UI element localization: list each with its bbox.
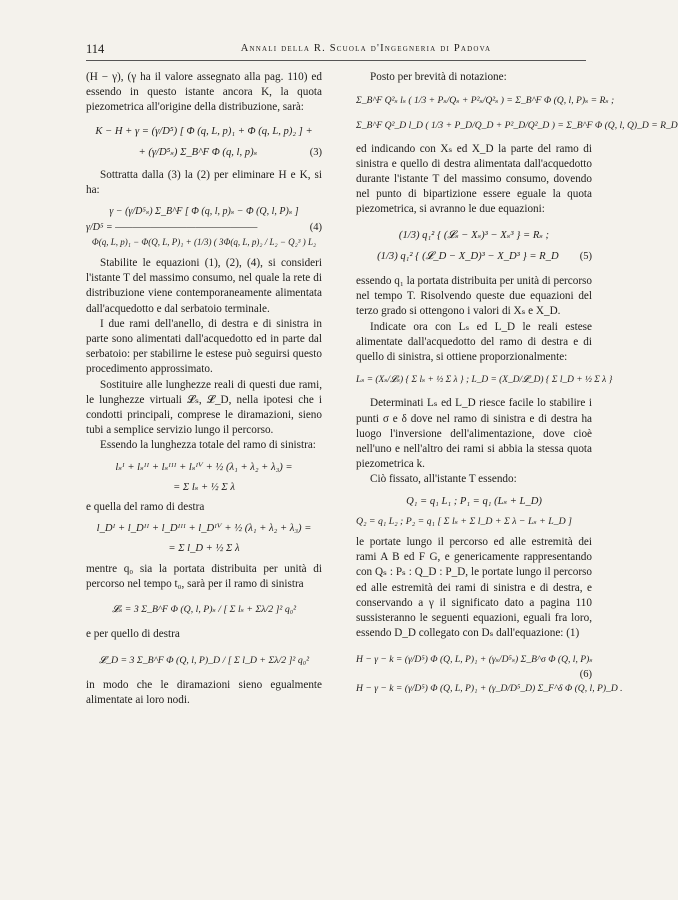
left-paragraph-10: in modo che le diramazioni sieno egualmente alimentate ai loro nodi. — [86, 678, 322, 706]
equation-4-numerator: γ − (γ/D⁵ₛ) Σ_B^F [ Φ (q, l, p)ₛ − Φ (Q, l, P)ₛ ] — [109, 206, 299, 218]
right-paragraph-7: le portate lungo il percorso ed alle estremità dei rami A B ed F G, e genericamente rappresentando con Qₛ : Pₛ : Q_D : P_D, le portate lungo il percorso ed alle estremità dei rami di sinistra e di destra, e conservando a γ il significato dato a pagina 110 sussisteranno le seguenti equazioni, eguali fra loro, essendo D_D collegato con Dₛ dall'equazione: (1) — [356, 536, 592, 640]
left-paragraph-8: mentre q₀ sia la portata distribuita per unità di percorso nel tempo t₀, sarà per il ramo di sinistra — [86, 562, 322, 590]
left-paragraph-3: Stabilite le equazioni (1), (2), (4), si consideri l'istante T del massimo consumo, nel quale la rete di distribuzione viene contemporaneamente alimentata dall'acquedotto e dal serbatoio terminale. — [86, 257, 322, 315]
left-paragraph-5: Sostituire alle lunghezze reali di questi due rami, le lunghezze virtuali 𝓛ₛ, 𝓛_D, nella ipotesi che i condotti principali, comprese le diramazioni, sieno tubi a semplice servizio lungo il percorso. — [86, 378, 322, 437]
equation-length-right-2: = Σ l_D + ½ Σ λ — [168, 543, 240, 555]
left-column — [86, 70, 322, 708]
equation-4-fraction-line — [86, 220, 322, 235]
right-paragraph-4: Indicate ora con Lₛ ed L_D le reali estese alimentate dall'acquedotto del ramo di destra e di quello di sinistra, si ottiene proporzionalmente: — [356, 320, 592, 364]
equation-length-left-2: = Σ lₛ + ½ Σ λ — [173, 481, 235, 493]
left-paragraph-2: Sottratta dalla (3) la (2) per eliminare H e K, si ha: — [86, 169, 322, 197]
equation-3-line-2 — [86, 145, 322, 160]
right-paragraph-3: essendo q₁ la portata distribuita per unità di percorso nel tempo T. Risolvendo queste due equazioni del terzo grado si ottengono i valori di Xₛ e X_D. — [356, 275, 592, 318]
equation-6-number: (6) — [579, 668, 592, 680]
equation-3-number: (3) — [309, 146, 322, 158]
right-paragraph-6: Ciò fissato, all'istante T essendo: — [370, 473, 517, 486]
equation-5-number: (5) — [579, 250, 592, 262]
right-paragraph-2: ed indicando con Xₛ ed X_D la parte del ramo di sinistra e quello di destra alimentata dall'acquedotto durante l'istante T del massimo consumo, dovendo nel punto di bipartizione essere eguale la quota piezometrica, si avranno le due equazioni: — [356, 142, 592, 216]
equation-flow-1: Q₁ = q₁ L₁ ; P₁ = q₁ (Lₛ + L_D) — [406, 495, 542, 507]
left-paragraph-1: (H − γ), (γ ha il valore assegnato alla pag. 110) ed essendo in questo istante ancora K, la quota piezometrica all'origine della distribuzione, sarà: — [86, 71, 322, 114]
left-paragraph-9: e per quello di destra — [86, 628, 180, 641]
running-title: Annali della R. Scuola d'Ingegneria di Padova — [240, 43, 492, 54]
equation-5-line-1: (1/3) q₁² { (𝓛ₛ − Xₛ)³ − Xₛ³ } = Rₛ ; — [398, 229, 550, 241]
left-paragraph-7: e quella del ramo di destra — [86, 501, 205, 514]
equation-virtual-length-left: 𝓛ₛ = 3 Σ_B^F Φ (Q, l, P)ₛ / [ Σ lₛ + Σλ/2 ]² q₀² — [111, 604, 297, 616]
page-header — [86, 42, 586, 61]
equation-3-line-1: K − H + γ = (γ/D⁵) [ Φ (q, L, p)₁ + Φ (q, L, p)₂ ] + — [95, 125, 313, 137]
page-number: 114 — [86, 42, 105, 56]
equation-r-sinistra: Σ_B^F Q²ₛ lₛ ( 1/3 + Pₛ/Qₛ + P²ₛ/Q²ₛ ) = Σ_B^F Φ (Q, l, P)ₛ = Rₛ ; — [356, 95, 615, 107]
equation-6-number-line — [356, 667, 592, 681]
right-column — [356, 70, 678, 696]
right-paragraph-5: Determinati Lₛ ed L_D riesce facile lo stabilire i punti σ e δ dove nel ramo di sinistra e di destra ha luogo l'inversione dell'alimentazione, dove cioè nell'uno e nell'altro dei rami si abbia la stessa quota piezometrica k. — [356, 397, 592, 471]
equation-virtual-length-right: 𝓛_D = 3 Σ_B^F Φ (Q, l, P)_D / [ Σ l_D + Σλ/2 ]² q₀² — [98, 654, 310, 666]
equation-length-right-1: l_Dᴵ + l_Dᴵᴵ + l_Dᴵᴵᴵ + l_Dᴵⱽ + ½ (λ₁ + λ₂ + λ₃) = — [96, 523, 312, 535]
right-paragraph-1: Posto per brevità di notazione: — [370, 71, 507, 83]
equation-5-line-2-text: (1/3) q₁² { (𝓛_D − X_D)³ − X_D³ } = R_D — [377, 250, 559, 262]
equation-r-destra: Σ_B^F Q²_D l_D ( 1/3 + P_D/Q_D + P²_D/Q²_D ) = Σ_B^F Φ (Q, l, Q)_D = R_D — [356, 120, 678, 132]
left-paragraph-6: Essendo la lunghezza totale del ramo di sinistra: — [100, 439, 316, 452]
equation-length-left-1: lₛᴵ + lₛᴵᴵ + lₛᴵᴵᴵ + lₛᴵⱽ + ½ (λ₁ + λ₂ + λ₃) = — [115, 461, 293, 473]
equation-4-number: (4) — [309, 221, 322, 233]
equation-flow-2: Q₂ = q₁ L₂ ; P₂ = q₁ [ Σ lₛ + Σ l_D + Σ λ − Lₛ + L_D ] — [356, 515, 572, 527]
equation-6-line-2: H − γ − k = (γ/D⁵) Φ (Q, L, P)₁ + (γ_D/D⁵_D) Σ_F^δ Φ (Q, l, P)_D . — [356, 682, 623, 694]
equation-real-lengths: Lₛ = (Xₛ/𝓛ₛ) { Σ lₛ + ½ Σ λ } ; L_D = (X_D/𝓛_D) { Σ l_D + ½ Σ λ } — [356, 375, 613, 386]
equation-6-line-1: H − γ − k = (γ/D⁵) Φ (Q, L, P)₁ + (γₛ/D⁵ₛ) Σ_B^σ Φ (Q, l, P)ₛ — [356, 653, 593, 665]
left-paragraph-4: I due rami dell'anello, di destra e di sinistra in parte sono alimentati dall'acquedotto ed in parte dal serbatoio: per stabilirne le estese può seguirsi questo procedimento approssimato. — [86, 317, 322, 376]
equation-4-lhs: γ/D⁵ = ———————————————— — [86, 221, 258, 233]
equation-3-line-2-text: + (γ/D⁵ₛ) Σ_B^F Φ (q, l, p)ₛ — [138, 146, 258, 158]
equation-4-denominator: Φ(q, L, p)₁ − Φ(Q, L, P)₁ + (1/3) ( 3Φ(q, L, p)₂ / L₂ − Q₂³ ) L₂ — [91, 236, 317, 247]
equation-5-line-2 — [356, 249, 592, 264]
